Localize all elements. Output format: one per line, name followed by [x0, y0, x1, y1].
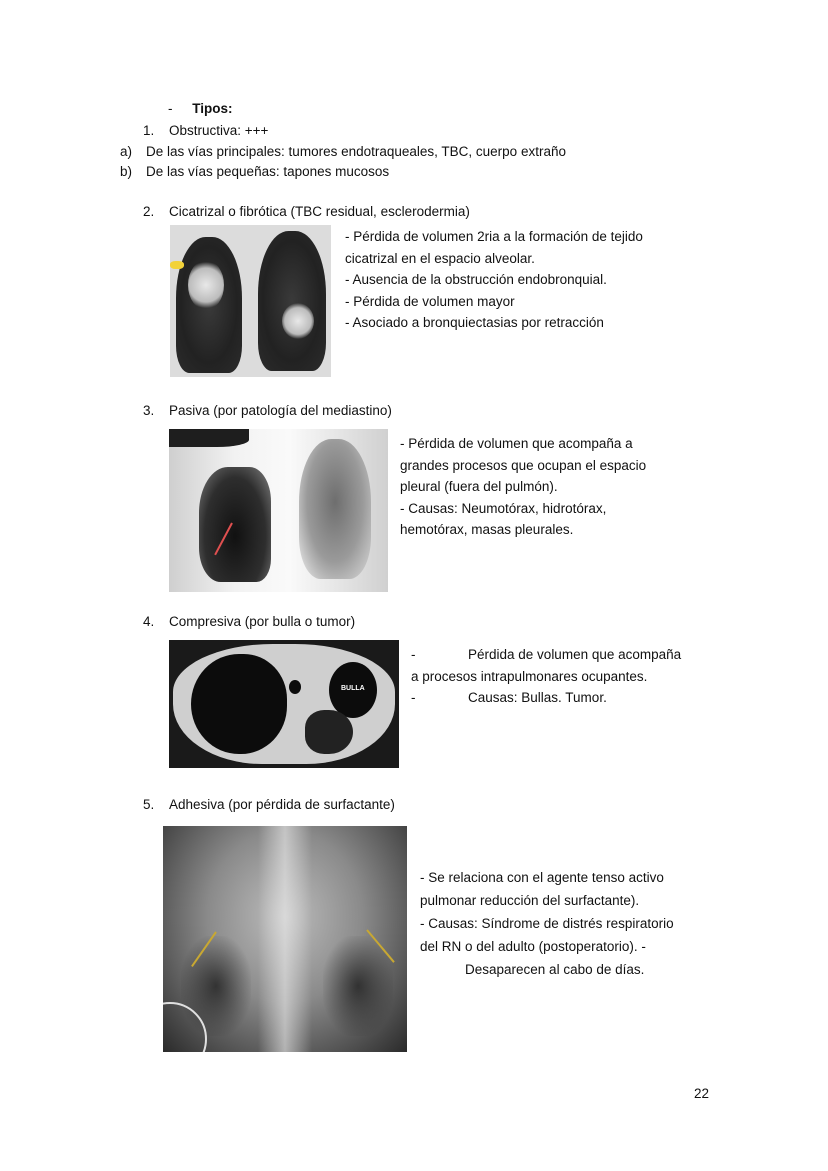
- desc-line: - Pérdida de volumen 2ria a la formación de tejido: [345, 229, 643, 244]
- type-1-number: 1.: [143, 123, 155, 138]
- type-1-heading: [143, 121, 268, 141]
- yellow-arrow-marker: [170, 261, 184, 269]
- desc-line: - Causas: Bullas. Tumor.: [411, 690, 607, 705]
- desc-line: a procesos intrapulmonares ocupantes.: [411, 668, 648, 684]
- fibrotic-mass: [188, 260, 224, 310]
- subitem-text: De las vías pequeñas: tapones mucosos: [146, 164, 390, 179]
- type-4-title: Compresiva (por bulla o tumor): [169, 614, 356, 629]
- type-3-title: Pasiva (por patología del mediastino): [169, 403, 392, 418]
- type-5-title: Adhesiva (por pérdida de surfactante): [169, 797, 395, 812]
- subitem-marker: a): [120, 144, 133, 159]
- desc-line: del RN o del adulto (postoperatorio). -: [420, 939, 646, 954]
- coronal-ct-image: [170, 225, 331, 377]
- left-lung-shape: [258, 231, 326, 371]
- type-2-heading: [143, 202, 470, 222]
- desc-line: cicatrizal en el espacio alveolar.: [345, 250, 535, 266]
- desc-line: - Pérdida de volumen mayor: [345, 293, 515, 309]
- type-2-title: Cicatrizal o fibrótica (TBC residual, esclerodermia): [169, 204, 470, 219]
- type-5-number: 5.: [143, 797, 155, 812]
- bulla-label: BULLA: [341, 685, 365, 692]
- desc-line: - Pérdida de volumen que acompaña a: [400, 436, 633, 451]
- type-5-heading: [143, 795, 395, 815]
- desc-line: pleural (fuera del pulmón).: [400, 479, 558, 494]
- type-2-description: [345, 226, 643, 334]
- type-4-heading: [143, 612, 355, 632]
- header-bullet: -: [168, 101, 173, 116]
- trachea: [289, 680, 301, 694]
- type-1-subitem-a: [120, 142, 566, 162]
- section-header: [168, 99, 233, 119]
- type-3-heading: [143, 401, 392, 421]
- type-3-description: [400, 433, 646, 541]
- collapsed-lung-region: [199, 467, 271, 582]
- subitem-text: De las vías principales: tumores endotraqueales, TBC, cuerpo extraño: [146, 144, 566, 159]
- type-4-number: 4.: [143, 614, 155, 629]
- type-3-number: 3.: [143, 403, 155, 418]
- spine-mediastinum: [258, 826, 312, 1052]
- neonatal-chest-xray-image: [163, 826, 407, 1052]
- type-2-number: 2.: [143, 204, 155, 219]
- desc-line: - Causas: Síndrome de distrés respiratorio: [420, 916, 674, 931]
- chest-xray-pleural-image: [169, 429, 388, 592]
- type-5-description: [420, 866, 674, 981]
- desc-line: hemotórax, masas pleurales.: [400, 522, 574, 537]
- desc-line: Desaparecen al cabo de días.: [420, 962, 645, 977]
- desc-line: - Ausencia de la obstrucción endobronquial.: [345, 272, 607, 287]
- page-number: 22: [694, 1086, 710, 1101]
- type-1-title: Obstructiva: +++: [169, 123, 269, 138]
- type-4-description: [411, 644, 681, 709]
- type-1-subitem-b: [120, 162, 389, 182]
- axial-ct-bulla-image: [169, 640, 399, 768]
- desc-line: grandes procesos que ocupan el espacio: [400, 457, 647, 473]
- large-dark-lung-space: [191, 654, 287, 754]
- desc-line: - Asociado a bronquiectasias por retracción: [345, 315, 604, 330]
- fibrotic-mass: [282, 303, 314, 339]
- subitem-marker: b): [120, 164, 133, 179]
- header-label: Tipos:: [192, 101, 233, 116]
- compressed-lung: [305, 710, 353, 754]
- desc-line: - Pérdida de volumen que acompaña: [411, 647, 682, 662]
- desc-line: - Causas: Neumotórax, hidrotórax,: [400, 500, 607, 516]
- dark-corner: [169, 429, 249, 447]
- desc-line: - Se relaciona con el agente tenso activo: [420, 870, 664, 885]
- desc-line: pulmonar reducción del surfactante).: [420, 893, 640, 908]
- contralateral-lung: [299, 439, 371, 579]
